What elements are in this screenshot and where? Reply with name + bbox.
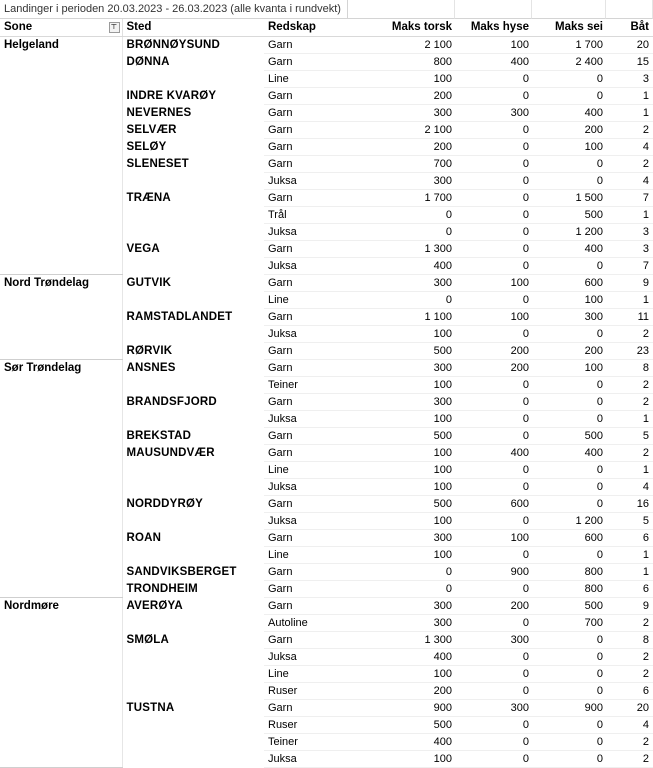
maks-hyse-cell: 100 bbox=[456, 529, 533, 546]
maks-hyse-cell: 0 bbox=[456, 733, 533, 750]
place-cell bbox=[122, 716, 264, 733]
empty-cell bbox=[532, 0, 606, 19]
place-cell bbox=[122, 410, 264, 427]
maks-hyse-cell: 0 bbox=[456, 291, 533, 308]
maks-torsk-cell: 300 bbox=[349, 597, 456, 614]
maks-hyse-cell: 0 bbox=[456, 682, 533, 699]
maks-hyse-cell: 0 bbox=[456, 121, 533, 138]
maks-torsk-cell: 300 bbox=[349, 614, 456, 631]
maks-torsk-cell: 200 bbox=[349, 87, 456, 104]
maks-sei-cell: 0 bbox=[533, 631, 607, 648]
bat-cell: 2 bbox=[607, 376, 653, 393]
place-cell: NORDDYRØY bbox=[126, 497, 204, 510]
maks-sei-cell: 300 bbox=[533, 308, 607, 325]
column-header-maks-sei[interactable]: Maks sei bbox=[533, 19, 607, 36]
maks-sei-cell: 0 bbox=[533, 410, 607, 427]
maks-sei-cell: 0 bbox=[533, 257, 607, 274]
maks-sei-cell: 0 bbox=[533, 665, 607, 682]
place-cell: ROAN bbox=[126, 531, 162, 544]
maks-sei-cell: 1 700 bbox=[533, 36, 607, 53]
gear-cell: Ruser bbox=[264, 682, 349, 699]
maks-torsk-cell: 800 bbox=[349, 53, 456, 70]
place-cell bbox=[122, 461, 264, 478]
place-cell: BRØNNØYSUND bbox=[126, 38, 221, 51]
maks-hyse-cell: 0 bbox=[456, 376, 533, 393]
bat-cell: 16 bbox=[607, 495, 653, 512]
maks-torsk-cell: 0 bbox=[349, 223, 456, 240]
maks-torsk-cell: 500 bbox=[349, 427, 456, 444]
maks-hyse-cell: 0 bbox=[456, 478, 533, 495]
bat-cell: 2 bbox=[607, 648, 653, 665]
maks-hyse-cell: 100 bbox=[456, 274, 533, 291]
gear-cell: Juksa bbox=[264, 648, 349, 665]
gear-cell: Line bbox=[264, 461, 349, 478]
maks-torsk-cell: 200 bbox=[349, 682, 456, 699]
gear-cell: Trål bbox=[264, 206, 349, 223]
bat-cell: 20 bbox=[607, 36, 653, 53]
maks-hyse-cell: 100 bbox=[456, 308, 533, 325]
maks-torsk-cell: 300 bbox=[349, 274, 456, 291]
place-cell bbox=[122, 206, 264, 223]
empty-cell bbox=[455, 0, 532, 19]
gear-cell: Garn bbox=[264, 121, 349, 138]
maks-torsk-cell: 700 bbox=[349, 155, 456, 172]
maks-hyse-cell: 0 bbox=[456, 325, 533, 342]
place-cell: MAUSUNDVÆR bbox=[126, 446, 215, 459]
column-header-sone[interactable] bbox=[0, 19, 122, 36]
place-cell: BREKSTAD bbox=[126, 429, 192, 442]
place-cell bbox=[122, 325, 264, 342]
maks-torsk-cell: 500 bbox=[349, 495, 456, 512]
maks-torsk-cell: 100 bbox=[349, 750, 456, 767]
maks-sei-cell: 100 bbox=[533, 359, 607, 376]
bat-cell: 6 bbox=[607, 529, 653, 546]
maks-torsk-cell: 100 bbox=[349, 461, 456, 478]
bat-cell: 4 bbox=[607, 716, 653, 733]
bat-cell: 11 bbox=[607, 308, 653, 325]
bat-cell: 1 bbox=[607, 206, 653, 223]
place-cell: DØNNA bbox=[126, 55, 170, 68]
maks-torsk-cell: 2 100 bbox=[349, 121, 456, 138]
maks-sei-cell: 0 bbox=[533, 716, 607, 733]
maks-sei-cell: 0 bbox=[533, 87, 607, 104]
place-cell bbox=[122, 257, 264, 274]
bat-cell: 4 bbox=[607, 172, 653, 189]
place-cell bbox=[122, 223, 264, 240]
maks-sei-cell: 0 bbox=[533, 393, 607, 410]
maks-hyse-cell: 600 bbox=[456, 495, 533, 512]
maks-sei-cell: 800 bbox=[533, 563, 607, 580]
place-cell: TUSTNA bbox=[126, 701, 175, 714]
maks-hyse-cell: 300 bbox=[456, 699, 533, 716]
maks-sei-cell: 1 500 bbox=[533, 189, 607, 206]
gear-cell: Garn bbox=[264, 393, 349, 410]
maks-hyse-cell: 0 bbox=[456, 172, 533, 189]
maks-sei-cell: 400 bbox=[533, 104, 607, 121]
bat-cell: 5 bbox=[607, 512, 653, 529]
place-cell bbox=[122, 70, 264, 87]
maks-sei-cell: 0 bbox=[533, 325, 607, 342]
gear-cell: Garn bbox=[264, 36, 349, 53]
maks-hyse-cell: 0 bbox=[456, 70, 533, 87]
bat-cell: 1 bbox=[607, 87, 653, 104]
place-cell: SELØY bbox=[126, 140, 167, 153]
maks-sei-cell: 600 bbox=[533, 529, 607, 546]
maks-sei-cell: 0 bbox=[533, 750, 607, 767]
place-cell: GUTVIK bbox=[126, 276, 172, 289]
gear-cell: Juksa bbox=[264, 750, 349, 767]
maks-torsk-cell: 100 bbox=[349, 376, 456, 393]
maks-torsk-cell: 2 100 bbox=[349, 36, 456, 53]
maks-hyse-cell: 0 bbox=[456, 223, 533, 240]
maks-sei-cell: 800 bbox=[533, 580, 607, 597]
maks-sei-cell: 0 bbox=[533, 461, 607, 478]
bat-cell: 9 bbox=[607, 274, 653, 291]
bat-cell: 1 bbox=[607, 410, 653, 427]
maks-sei-cell: 0 bbox=[533, 70, 607, 87]
place-cell bbox=[122, 478, 264, 495]
maks-sei-cell: 0 bbox=[533, 733, 607, 750]
maks-sei-cell: 0 bbox=[533, 155, 607, 172]
maks-sei-cell: 0 bbox=[533, 478, 607, 495]
maks-torsk-cell: 1 100 bbox=[349, 308, 456, 325]
place-cell bbox=[122, 172, 264, 189]
gear-cell: Garn bbox=[264, 359, 349, 376]
gear-cell: Garn bbox=[264, 274, 349, 291]
place-cell: INDRE KVARØY bbox=[126, 89, 217, 102]
maks-hyse-cell: 0 bbox=[456, 240, 533, 257]
place-cell bbox=[122, 546, 264, 563]
maks-hyse-cell: 0 bbox=[456, 393, 533, 410]
gear-cell: Garn bbox=[264, 699, 349, 716]
gear-cell: Ruser bbox=[264, 716, 349, 733]
place-cell bbox=[122, 665, 264, 682]
zone-cell: Nordmøre bbox=[0, 597, 122, 767]
bat-cell: 2 bbox=[607, 750, 653, 767]
maks-sei-cell: 500 bbox=[533, 206, 607, 223]
maks-hyse-cell: 0 bbox=[456, 716, 533, 733]
place-cell: TRÆNA bbox=[126, 191, 171, 204]
place-cell: ANSNES bbox=[126, 361, 176, 374]
column-header-redskap[interactable]: Redskap bbox=[264, 19, 349, 36]
bat-cell: 2 bbox=[607, 614, 653, 631]
bat-cell: 4 bbox=[607, 478, 653, 495]
maks-torsk-cell: 0 bbox=[349, 580, 456, 597]
zone-cell: Nord Trøndelag bbox=[0, 274, 122, 359]
maks-hyse-cell: 200 bbox=[456, 342, 533, 359]
maks-torsk-cell: 100 bbox=[349, 512, 456, 529]
bat-cell: 2 bbox=[607, 733, 653, 750]
gear-cell: Garn bbox=[264, 495, 349, 512]
gear-cell: Garn bbox=[264, 563, 349, 580]
bat-cell: 6 bbox=[607, 682, 653, 699]
gear-cell: Garn bbox=[264, 240, 349, 257]
filter-icon[interactable]: ⊤ bbox=[109, 22, 120, 33]
maks-hyse-cell: 900 bbox=[456, 563, 533, 580]
maks-sei-cell: 400 bbox=[533, 240, 607, 257]
place-cell bbox=[122, 733, 264, 750]
maks-torsk-cell: 400 bbox=[349, 733, 456, 750]
maks-hyse-cell: 0 bbox=[456, 189, 533, 206]
bat-cell: 2 bbox=[607, 393, 653, 410]
place-cell: BRANDSFJORD bbox=[126, 395, 217, 408]
bat-cell: 7 bbox=[607, 189, 653, 206]
table-row bbox=[0, 274, 653, 291]
gear-cell: Garn bbox=[264, 155, 349, 172]
place-cell: AVERØYA bbox=[126, 599, 183, 612]
maks-sei-cell: 400 bbox=[533, 444, 607, 461]
place-cell: RØRVIK bbox=[126, 344, 173, 357]
maks-hyse-cell: 0 bbox=[456, 546, 533, 563]
gear-cell: Garn bbox=[264, 444, 349, 461]
gear-cell: Juksa bbox=[264, 410, 349, 427]
maks-hyse-cell: 0 bbox=[456, 665, 533, 682]
maks-hyse-cell: 0 bbox=[456, 461, 533, 478]
bat-cell: 2 bbox=[607, 665, 653, 682]
maks-sei-cell: 1 200 bbox=[533, 223, 607, 240]
gear-cell: Juksa bbox=[264, 478, 349, 495]
gear-cell: Garn bbox=[264, 87, 349, 104]
maks-hyse-cell: 0 bbox=[456, 580, 533, 597]
bat-cell: 2 bbox=[607, 444, 653, 461]
maks-torsk-cell: 1 300 bbox=[349, 631, 456, 648]
maks-hyse-cell: 0 bbox=[456, 257, 533, 274]
maks-sei-cell: 1 200 bbox=[533, 512, 607, 529]
maks-torsk-cell: 1 300 bbox=[349, 240, 456, 257]
maks-hyse-cell: 0 bbox=[456, 138, 533, 155]
maks-hyse-cell: 400 bbox=[456, 444, 533, 461]
maks-torsk-cell: 100 bbox=[349, 546, 456, 563]
gear-cell: Garn bbox=[264, 104, 349, 121]
gear-cell: Line bbox=[264, 665, 349, 682]
bat-cell: 1 bbox=[607, 104, 653, 121]
bat-cell: 1 bbox=[607, 546, 653, 563]
gear-cell: Garn bbox=[264, 529, 349, 546]
place-cell bbox=[122, 291, 264, 308]
maks-sei-cell: 900 bbox=[533, 699, 607, 716]
gear-cell: Garn bbox=[264, 597, 349, 614]
maks-torsk-cell: 500 bbox=[349, 716, 456, 733]
gear-cell: Teiner bbox=[264, 376, 349, 393]
bat-cell: 9 bbox=[607, 597, 653, 614]
maks-torsk-cell: 900 bbox=[349, 699, 456, 716]
bat-cell: 8 bbox=[607, 631, 653, 648]
gear-cell: Juksa bbox=[264, 223, 349, 240]
maks-hyse-cell: 300 bbox=[456, 104, 533, 121]
bat-cell: 1 bbox=[607, 291, 653, 308]
maks-torsk-cell: 200 bbox=[349, 138, 456, 155]
maks-hyse-cell: 0 bbox=[456, 87, 533, 104]
maks-hyse-cell: 0 bbox=[456, 750, 533, 767]
gear-cell: Line bbox=[264, 70, 349, 87]
place-cell: SLENESET bbox=[126, 157, 189, 170]
bat-cell: 1 bbox=[607, 563, 653, 580]
bat-cell: 23 bbox=[607, 342, 653, 359]
column-header-sted[interactable]: Sted bbox=[122, 19, 264, 36]
maks-hyse-cell: 0 bbox=[456, 206, 533, 223]
gear-cell: Garn bbox=[264, 342, 349, 359]
maks-sei-cell: 0 bbox=[533, 682, 607, 699]
gear-cell: Juksa bbox=[264, 325, 349, 342]
place-cell bbox=[122, 614, 264, 631]
maks-sei-cell: 0 bbox=[533, 172, 607, 189]
maks-hyse-cell: 400 bbox=[456, 53, 533, 70]
column-header-bat[interactable]: Båt bbox=[607, 19, 653, 36]
maks-torsk-cell: 100 bbox=[349, 478, 456, 495]
maks-hyse-cell: 300 bbox=[456, 631, 533, 648]
gear-cell: Garn bbox=[264, 308, 349, 325]
zone-cell: Helgeland bbox=[0, 36, 122, 274]
column-header-maks-torsk[interactable]: Maks torsk bbox=[349, 19, 456, 36]
zone-cell: Sør Trøndelag bbox=[0, 359, 122, 597]
maks-torsk-cell: 500 bbox=[349, 342, 456, 359]
place-cell: VEGA bbox=[126, 242, 160, 255]
gear-cell: Juksa bbox=[264, 512, 349, 529]
maks-hyse-cell: 0 bbox=[456, 614, 533, 631]
gear-cell: Garn bbox=[264, 138, 349, 155]
column-header-maks-hyse[interactable]: Maks hyse bbox=[456, 19, 533, 36]
bat-cell: 6 bbox=[607, 580, 653, 597]
header-row bbox=[0, 19, 653, 36]
maks-torsk-cell: 100 bbox=[349, 325, 456, 342]
place-cell: RAMSTADLANDET bbox=[126, 310, 233, 323]
maks-sei-cell: 500 bbox=[533, 597, 607, 614]
bat-cell: 5 bbox=[607, 427, 653, 444]
maks-torsk-cell: 300 bbox=[349, 172, 456, 189]
empty-cell bbox=[348, 0, 455, 19]
gear-cell: Autoline bbox=[264, 614, 349, 631]
column-header-sone-label: Sone bbox=[4, 21, 33, 34]
bat-cell: 2 bbox=[607, 155, 653, 172]
place-cell bbox=[122, 648, 264, 665]
gear-cell: Garn bbox=[264, 580, 349, 597]
table-row bbox=[0, 359, 653, 376]
maks-sei-cell: 500 bbox=[533, 427, 607, 444]
maks-sei-cell: 700 bbox=[533, 614, 607, 631]
bat-cell: 7 bbox=[607, 257, 653, 274]
maks-sei-cell: 100 bbox=[533, 291, 607, 308]
maks-torsk-cell: 100 bbox=[349, 665, 456, 682]
gear-cell: Line bbox=[264, 291, 349, 308]
place-cell bbox=[122, 512, 264, 529]
maks-torsk-cell: 300 bbox=[349, 104, 456, 121]
gear-cell: Garn bbox=[264, 53, 349, 70]
maks-torsk-cell: 100 bbox=[349, 70, 456, 87]
bat-cell: 1 bbox=[607, 461, 653, 478]
maks-hyse-cell: 100 bbox=[456, 36, 533, 53]
maks-torsk-cell: 100 bbox=[349, 410, 456, 427]
maks-sei-cell: 0 bbox=[533, 546, 607, 563]
gear-cell: Garn bbox=[264, 427, 349, 444]
bat-cell: 3 bbox=[607, 70, 653, 87]
table-row bbox=[0, 597, 653, 614]
bat-cell: 3 bbox=[607, 240, 653, 257]
maks-torsk-cell: 300 bbox=[349, 359, 456, 376]
maks-torsk-cell: 0 bbox=[349, 291, 456, 308]
maks-hyse-cell: 0 bbox=[456, 410, 533, 427]
maks-sei-cell: 2 400 bbox=[533, 53, 607, 70]
bat-cell: 4 bbox=[607, 138, 653, 155]
place-cell: SMØLA bbox=[126, 633, 170, 646]
maks-hyse-cell: 0 bbox=[456, 155, 533, 172]
bat-cell: 2 bbox=[607, 121, 653, 138]
gear-cell: Juksa bbox=[264, 172, 349, 189]
gear-cell: Teiner bbox=[264, 733, 349, 750]
maks-torsk-cell: 100 bbox=[349, 444, 456, 461]
report-title: Landinger i perioden 20.03.2023 - 26.03.2023 (alle kvanta i rundvekt) bbox=[0, 0, 348, 19]
place-cell: SANDVIKSBERGET bbox=[126, 565, 237, 578]
maks-sei-cell: 0 bbox=[533, 376, 607, 393]
maks-hyse-cell: 200 bbox=[456, 597, 533, 614]
bat-cell: 20 bbox=[607, 699, 653, 716]
place-cell: SELVÆR bbox=[126, 123, 177, 136]
bat-cell: 2 bbox=[607, 325, 653, 342]
place-cell bbox=[122, 376, 264, 393]
landings-table bbox=[0, 19, 653, 768]
maks-sei-cell: 600 bbox=[533, 274, 607, 291]
maks-sei-cell: 200 bbox=[533, 121, 607, 138]
place-cell bbox=[122, 682, 264, 699]
empty-cell bbox=[606, 0, 653, 19]
maks-sei-cell: 200 bbox=[533, 342, 607, 359]
table-row bbox=[0, 36, 653, 53]
maks-torsk-cell: 0 bbox=[349, 563, 456, 580]
maks-torsk-cell: 0 bbox=[349, 206, 456, 223]
place-cell: TRONDHEIM bbox=[126, 582, 198, 595]
maks-sei-cell: 0 bbox=[533, 495, 607, 512]
maks-hyse-cell: 0 bbox=[456, 427, 533, 444]
gear-cell: Juksa bbox=[264, 257, 349, 274]
maks-sei-cell: 0 bbox=[533, 648, 607, 665]
maks-sei-cell: 100 bbox=[533, 138, 607, 155]
table-body bbox=[0, 36, 653, 767]
maks-torsk-cell: 300 bbox=[349, 393, 456, 410]
gear-cell: Line bbox=[264, 546, 349, 563]
maks-torsk-cell: 400 bbox=[349, 648, 456, 665]
gear-cell: Garn bbox=[264, 631, 349, 648]
maks-hyse-cell: 0 bbox=[456, 648, 533, 665]
place-cell: NEVERNES bbox=[126, 106, 192, 119]
bat-cell: 3 bbox=[607, 223, 653, 240]
maks-torsk-cell: 300 bbox=[349, 529, 456, 546]
place-cell bbox=[122, 750, 264, 767]
gear-cell: Garn bbox=[264, 189, 349, 206]
maks-torsk-cell: 400 bbox=[349, 257, 456, 274]
bat-cell: 15 bbox=[607, 53, 653, 70]
bat-cell: 8 bbox=[607, 359, 653, 376]
maks-hyse-cell: 0 bbox=[456, 512, 533, 529]
maks-hyse-cell: 200 bbox=[456, 359, 533, 376]
maks-torsk-cell: 1 700 bbox=[349, 189, 456, 206]
